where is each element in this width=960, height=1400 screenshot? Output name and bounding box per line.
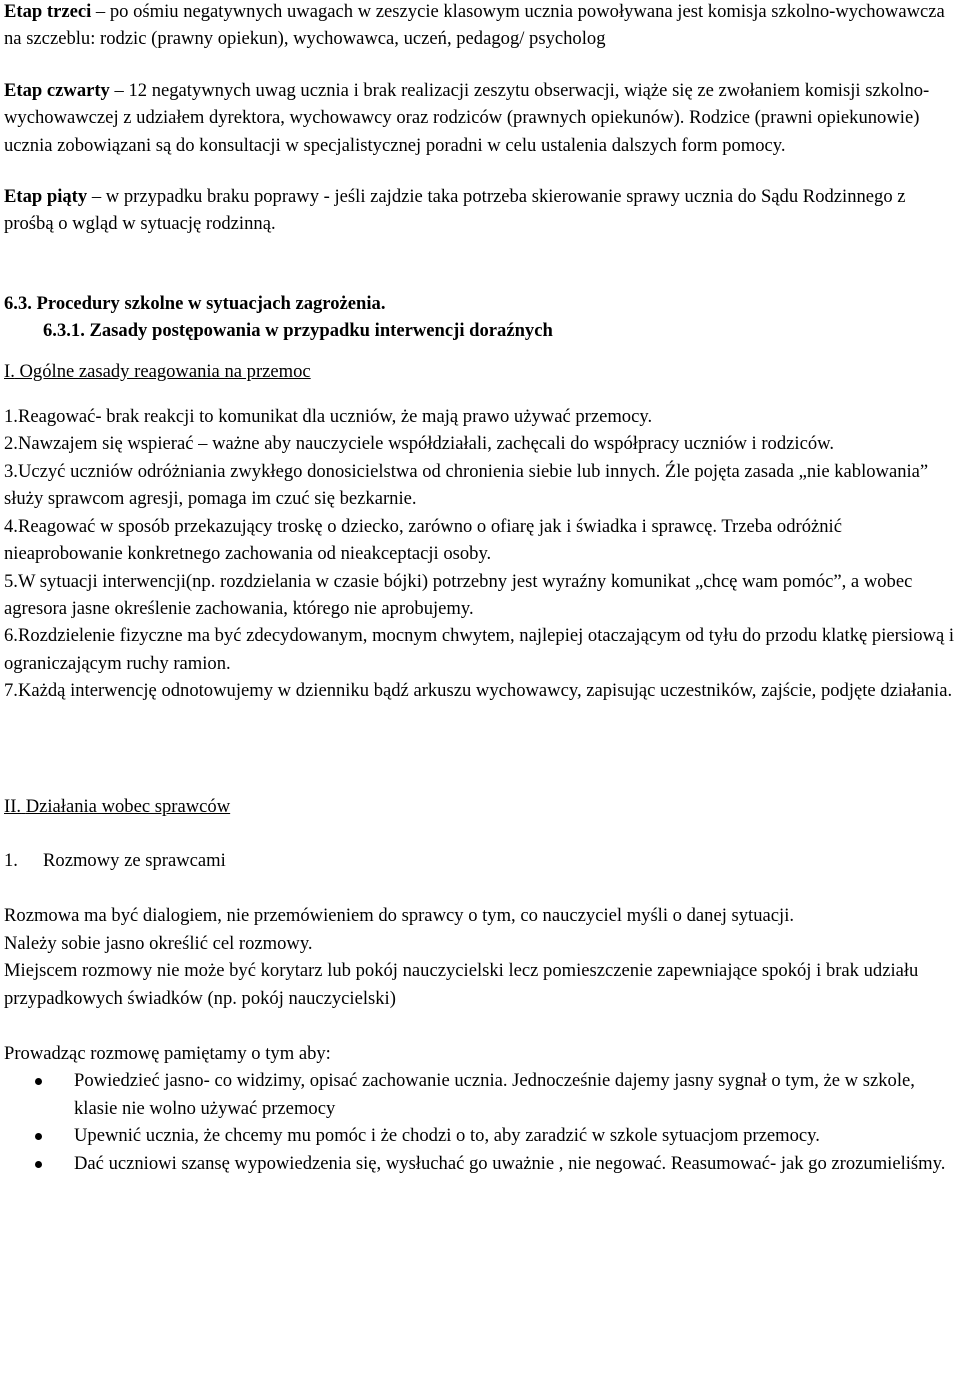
- etap-piaty-paragraph: [4, 183, 956, 238]
- list-item: 7.Każdą interwencję odnotowujemy w dzienniku bądź arkuszu wychowawcy, zapisując uczestników, zajście, podjęte działania.: [4, 680, 953, 702]
- bullet-item: Dać uczniowi szansę wypowiedzenia się, wysłuchać go uważnie , nie negować. Reasumować- jak go zrozumieliśmy.: [4, 1150, 956, 1177]
- etap-czwarty-text: – 12 negatywnych uwag ucznia i brak realizacji zeszytu obserwacji, wiąże się ze zwołaniem komisji szkolno-wychowawczej z udziałem dyrektora, wychowawcy oraz rodziców (prawnych opiekunów). Rodzice (prawni opiekunowie) ucznia zobowiązani są do konsultacji w specjalistycznej poradni w celu ustalenia dalszych form pomocy.: [4, 79, 930, 156]
- part2-subheading: [4, 847, 956, 874]
- part2-paragraph: Należy sobie jasno określić cel rozmowy.: [4, 932, 313, 954]
- part1-list: [4, 403, 956, 704]
- part2-sub-number: 1.: [4, 849, 18, 871]
- list-item: 3.Uczyć uczniów odróżniania zwykłego donosicielstwa od chronienia siebie lub innych. Źle pojęta zasada „nie kablowania” służy sprawcom agresji, pomaga im czuć się bezkarnie.: [4, 460, 929, 510]
- etap-czwarty-paragraph: [4, 77, 956, 159]
- part2-number: II.: [4, 795, 22, 817]
- part2-list-intro: Prowadząc rozmowę pamiętamy o tym aby:: [4, 1042, 331, 1064]
- etap-piaty-label: Etap piąty: [4, 186, 88, 208]
- part1-number: I.: [4, 360, 15, 382]
- etap-czwarty-label: Etap czwarty: [4, 79, 110, 101]
- list-item: 4.Reagować w sposób przekazujący troskę o dziecko, zarówno o ofiarę jak i świadka i sprawcę. Trzeba odróżnić nieaprobowanie konkretnego zachowania od nieakceptacji osoby.: [4, 515, 842, 565]
- part2-title: Działania wobec sprawców: [25, 795, 231, 817]
- etap-trzeci-paragraph: [4, 0, 956, 53]
- part1-title: Ogólne zasady reagowania na przemoc: [19, 360, 311, 382]
- document-page: [4, 0, 956, 1177]
- list-item: 1.Reagować- brak reakcji to komunikat dla uczniów, że mają prawo używać przemocy.: [4, 406, 653, 428]
- section-heading-6-3-1: 6.3.1. Zasady postępowania w przypadku interwencji doraźnych: [43, 320, 553, 342]
- part1-heading: [4, 358, 956, 385]
- part2-sub-title: Rozmowy ze sprawcami: [43, 849, 226, 871]
- list-item: 2.Nawzajem się wspierać – ważne aby nauczyciele współdziałali, zachęcali do współpracy uczniów i rodziców.: [4, 433, 834, 455]
- bullet-item: Powiedzieć jasno- co widzimy, opisać zachowanie ucznia. Jednocześnie dajemy jasny sygnał o tym, że w szkole, klasie nie wolno używać przemocy: [4, 1067, 956, 1122]
- part2-paragraph: Miejscem rozmowy nie może być korytarz lub pokój nauczycielski lecz pomieszczenie zapewniające spokój i brak udziału przypadkowych świadków (np. pokój nauczycielski): [4, 960, 919, 1009]
- list-item: 6.Rozdzielenie fizyczne ma być zdecydowanym, mocnym chwytem, najlepiej otaczającym od tyłu do przodu klatkę piersiową i ograniczającym ruchy ramion.: [4, 625, 955, 674]
- etap-trzeci-text: – po ośmiu negatywnych uwagach w zeszycie klasowym ucznia powoływana jest komisja szkolno-wychowawcza na szczeblu: rodzic (prawny opiekun), wychowawca, uczeń, pedagog/ psycholog: [4, 1, 945, 50]
- etap-piaty-text: – w przypadku braku poprawy - jeśli zajdzie taka potrzeba skierowanie sprawy ucznia do Sądu Rodzinnego z prośbą o wgląd w sytuację rodzinną.: [4, 186, 906, 235]
- bullet-item: Upewnić ucznia, że chcemy mu pomóc i że chodzi o to, aby zaradzić w szkole sytuacjom przemocy.: [4, 1122, 956, 1149]
- section-heading-6-3: 6.3. Procedury szkolne w sytuacjach zagrożenia.: [4, 292, 386, 314]
- list-item: 5.W sytuacji interwencji(np. rozdzielania w czasie bójki) potrzebny jest wyraźny komunikat „chcę wam pomóc”, a wobec agresora jasne określenie zachowania, którego nie aprobujemy.: [4, 570, 913, 619]
- part2-bullet-list: [4, 1067, 956, 1177]
- part2-paragraph: Rozmowa ma być dialogiem, nie przemówieniem do sprawcy o tym, co nauczyciel myśli o danej sytuacji.: [4, 905, 795, 927]
- part2-heading: [4, 793, 956, 820]
- etap-trzeci-label: Etap trzeci: [4, 1, 92, 22]
